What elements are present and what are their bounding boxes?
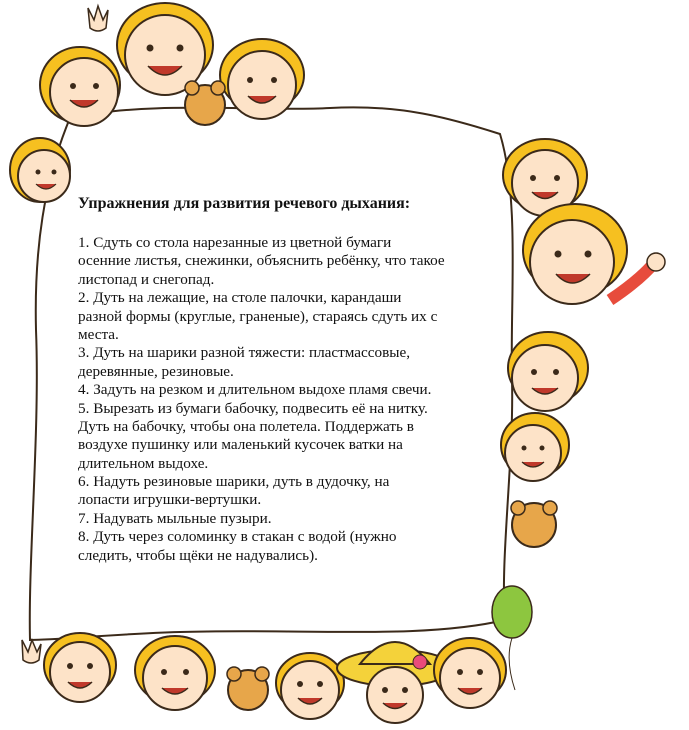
text-line: 4. Задуть на резком и длительном выдохе пламя свечи. xyxy=(78,381,432,399)
child-face-right-4 xyxy=(501,413,569,481)
text-line: 6. Надуть резиновые шарики, дуть в дудочку, на xyxy=(78,473,390,491)
child-face-bottom-1 xyxy=(44,633,116,702)
child-face-bottom-3 xyxy=(276,653,344,719)
text-line: лопасти игрушки-вертушки. xyxy=(78,491,262,509)
text-line: 3. Дуть на шарики разной тяжести: пластмассовые, xyxy=(78,344,411,362)
page-title: Упражнения для развития речевого дыхания: xyxy=(78,195,411,212)
text-line: 8. Дуть через соломинку в стакан с водой (нужно xyxy=(78,528,397,546)
child-face-bottom-2 xyxy=(135,636,215,710)
text-line: 2. Дуть на лежащие, на столе палочки, карандаши xyxy=(78,289,402,307)
child-face-bottom-5 xyxy=(434,638,506,708)
child-face-right-3 xyxy=(508,332,588,411)
text-line: разной формы (круглые, граненые), стараясь сдуть их с xyxy=(78,307,438,325)
child-face-top-3 xyxy=(220,39,304,119)
child-face-left xyxy=(10,138,70,202)
exercise-list xyxy=(78,234,508,565)
text-line: места. xyxy=(78,325,119,343)
child-face-bottom-4 xyxy=(367,667,423,723)
text-line: 7. Надувать мыльные пузыри. xyxy=(78,509,272,527)
text-line: листопад и снегопад. xyxy=(78,270,215,288)
child-face-right-2 xyxy=(523,204,665,304)
text-line: Дуть на бабочку, чтобы она полетела. Поддержать в xyxy=(78,417,414,435)
child-face-top-2 xyxy=(117,3,213,95)
teddy-bear-top xyxy=(185,81,225,125)
text-line: 1. Сдуть со стола нарезанные из цветной бумаги xyxy=(78,234,392,251)
text-line: деревянные, резиновые. xyxy=(78,362,234,380)
child-face-top-1 xyxy=(40,47,120,126)
text-line: длительном выдохе. xyxy=(78,454,209,472)
teddy-bear-right xyxy=(511,501,557,547)
text-line: осенние листья, снежинки, объяснить ребёнку, что такое xyxy=(78,252,445,270)
text-line: 5. Вырезать из бумаги бабочку, подвесить её на нитку. xyxy=(78,399,428,417)
text-line: воздухе пушинку или маленький кусочек ватки на xyxy=(78,436,403,454)
waving-hand-icon xyxy=(88,6,108,31)
text-line: следить, чтобы щёки не надувались). xyxy=(78,546,318,564)
waving-hand-bottom-icon xyxy=(22,640,41,663)
teddy-bear-bottom xyxy=(227,667,269,710)
exercise-text xyxy=(78,194,508,565)
